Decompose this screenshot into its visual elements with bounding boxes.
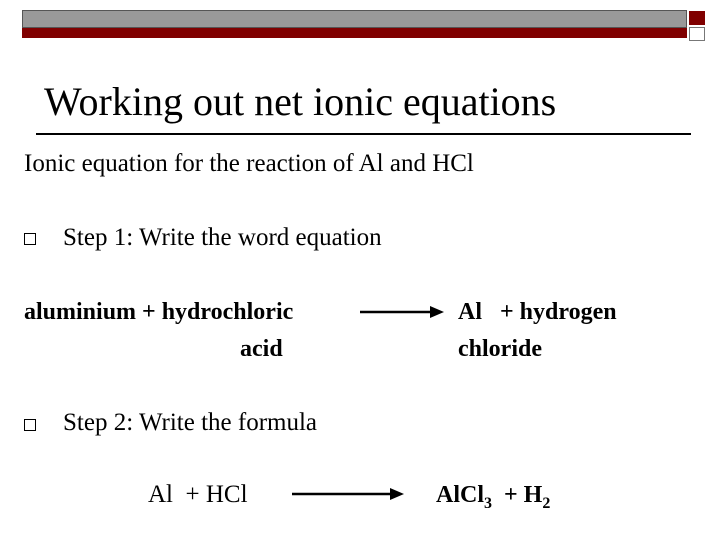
- word-reactants-line2: acid: [240, 336, 283, 362]
- bullet-square-icon: [24, 233, 36, 245]
- corner-square-outline: [689, 27, 705, 41]
- slide-subtitle: Ionic equation for the reaction of Al and HCl: [24, 150, 474, 177]
- step-2-text: Step 2: Write the formula: [63, 409, 318, 436]
- right-arrow-icon: [360, 305, 444, 319]
- plus-h: + H: [492, 482, 543, 508]
- bullet-square-icon: [24, 419, 36, 431]
- product-alcl: AlCl: [436, 482, 484, 508]
- slide-title: Working out net ionic equations: [44, 79, 557, 124]
- word-products-line2: chloride: [458, 336, 542, 362]
- subscript-2: 2: [542, 495, 551, 512]
- top-bar-gray: [22, 10, 687, 28]
- formula-reactants: Al + HCl: [148, 481, 248, 508]
- top-bar-red: [22, 28, 687, 38]
- right-arrow-icon: [292, 487, 404, 501]
- subscript-3: 3: [484, 495, 492, 512]
- formula-products: [436, 477, 550, 522]
- word-products-line1: Al + hydrogen: [458, 299, 617, 325]
- step-1-text: Step 1: Write the word equation: [63, 224, 382, 251]
- word-reactants-line1: aluminium + hydrochloric: [24, 299, 294, 325]
- title-divider: [36, 133, 691, 135]
- corner-square-filled: [689, 11, 705, 25]
